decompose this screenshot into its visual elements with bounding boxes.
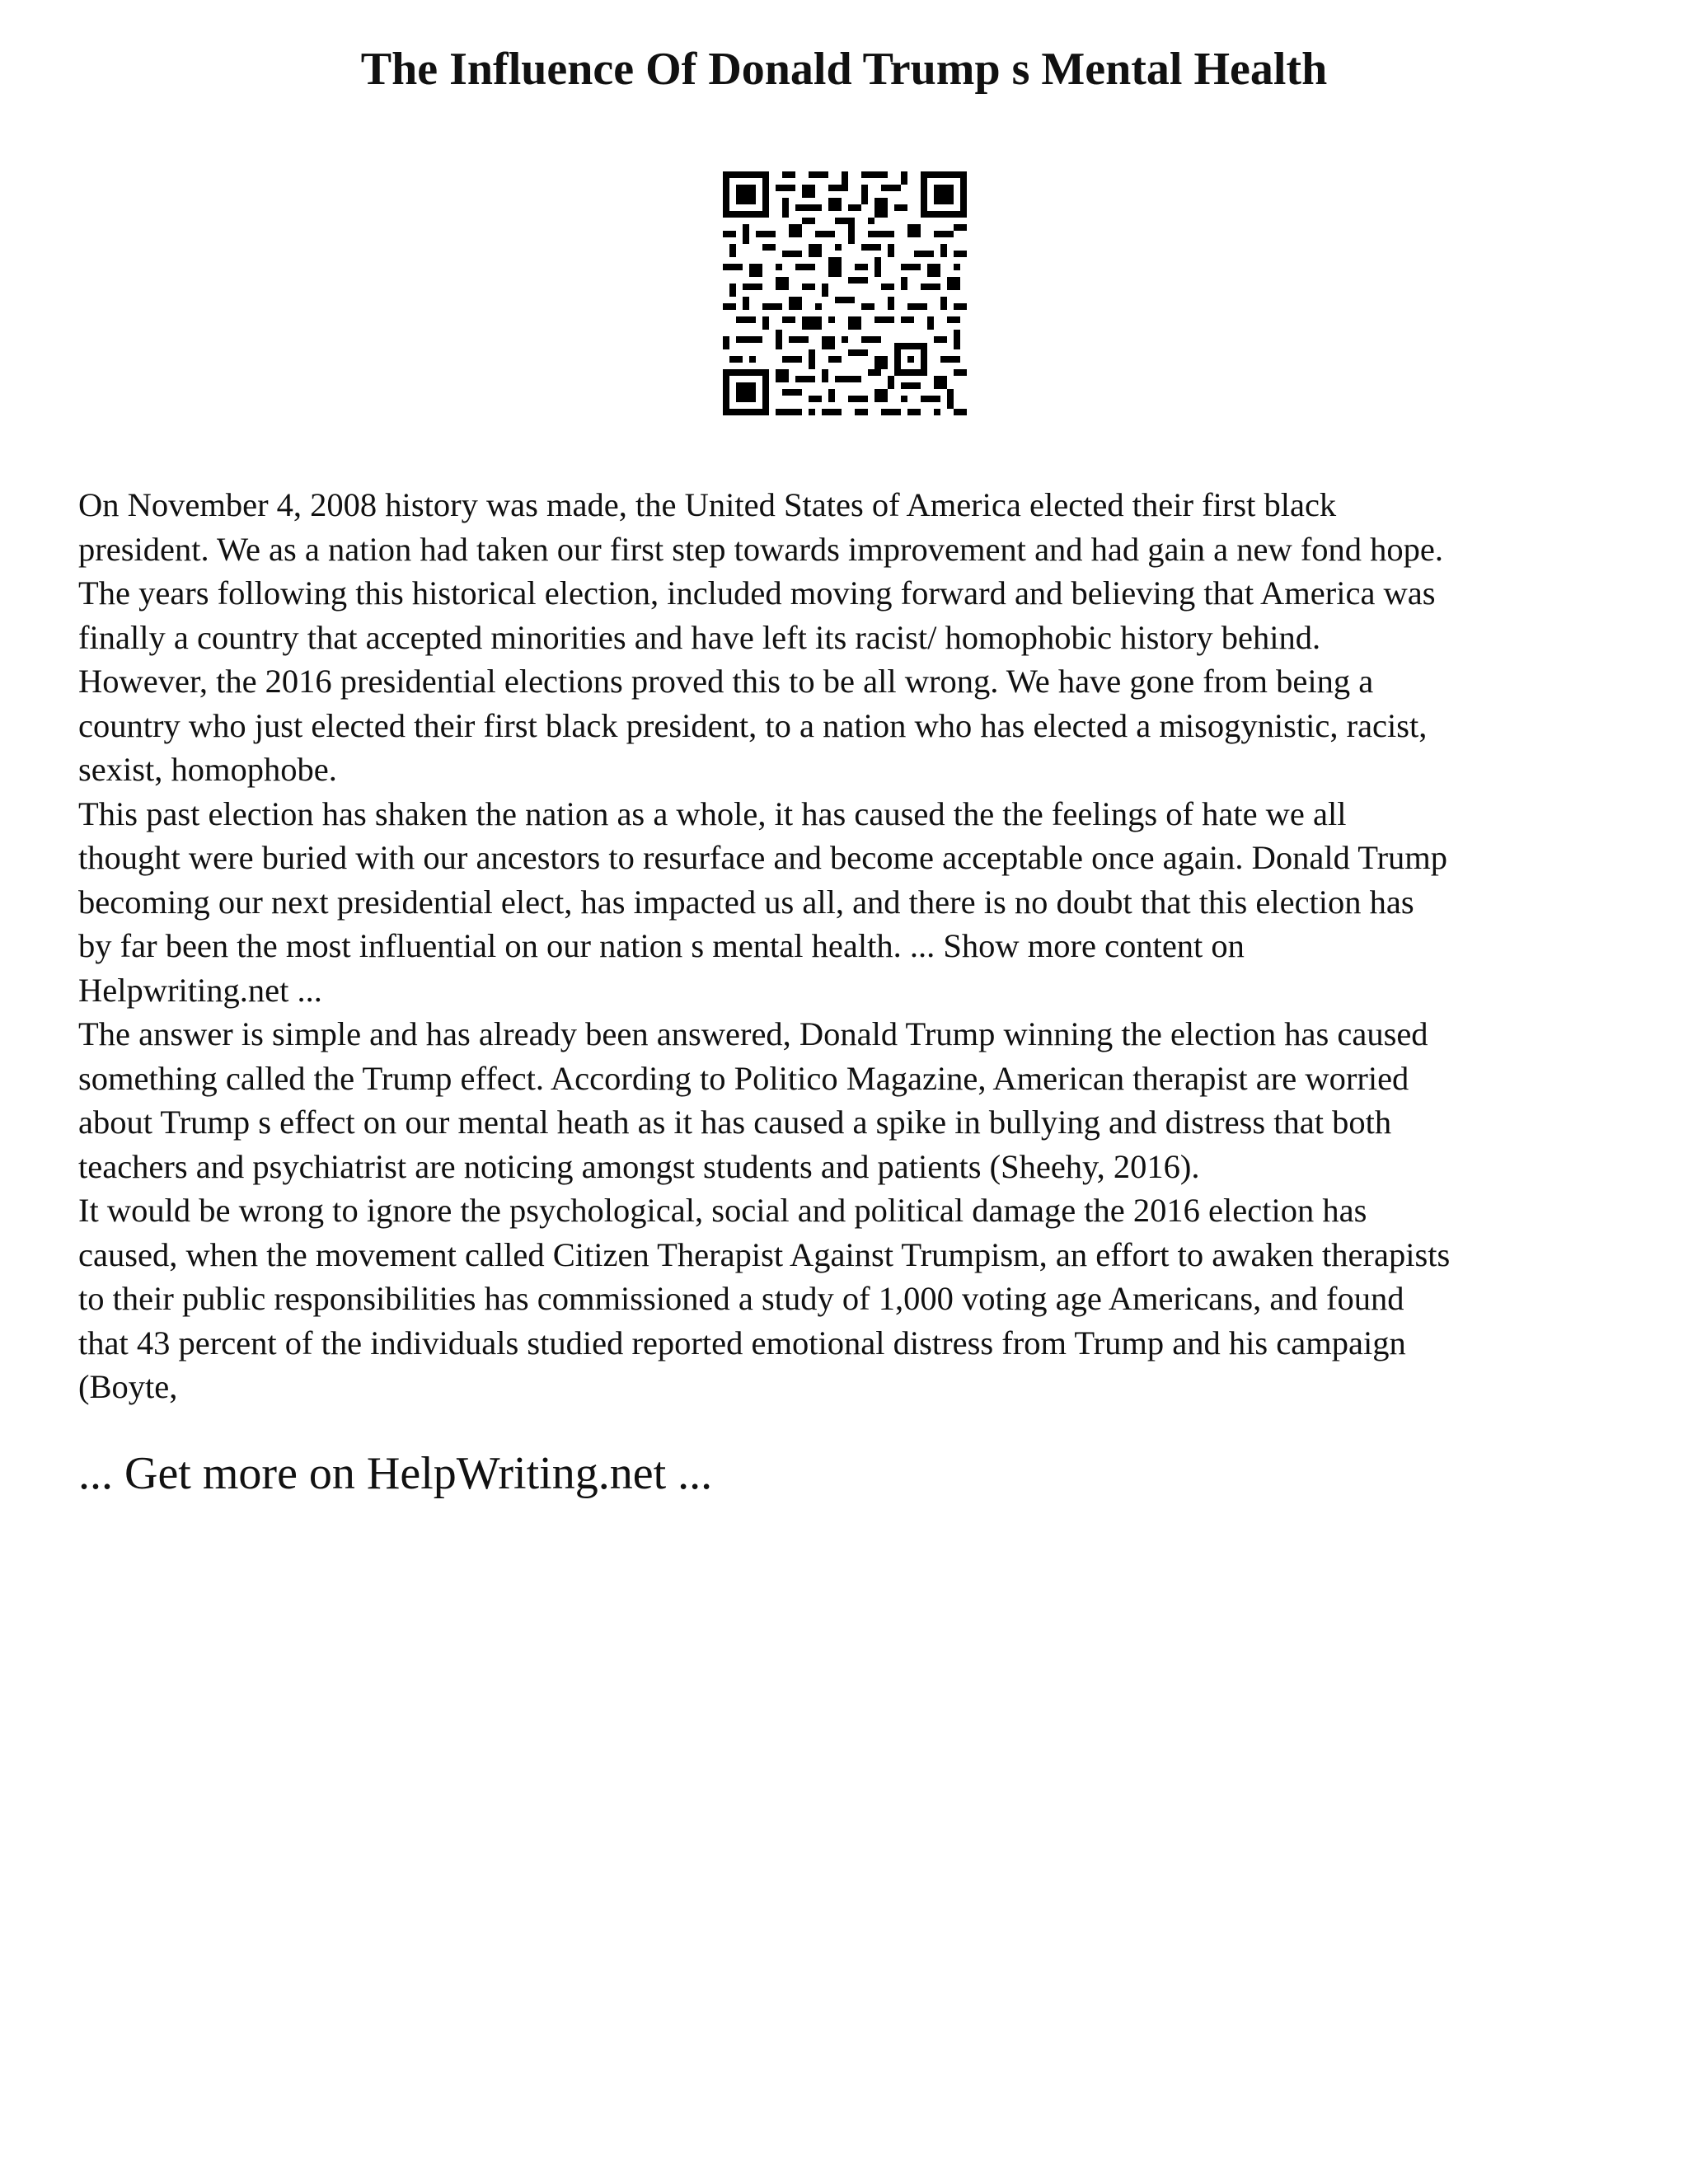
paragraph: On November 4, 2008 history was made, the United States of America elected their first black president. We as a nation had taken our first step towards improvement and had gain a new fond hope. The years following this historical election, included moving forward and believing that America was finally a country that accepted minorities and have left its racist/ homophobic history behind. However, the 2016 presidential elections proved this to be all wrong. We have gone from being a country who just elected their first black president, to a nation who has elected a misogynistic, racist, sexist, homophobe. — [78, 486, 1444, 788]
page-title: The Influence Of Donald Trump s Mental Health — [360, 44, 1328, 95]
paragraph: It would be wrong to ignore the psychological, social and political damage the 2016 election has caused, when the movement called Citizen Therapist Against Trumpism, an effort to awaken therapists to their public responsibilities has commissioned a study of 1,000 voting age Americans, and found that 43 percent of the individuals studied reported emotional distress from Trump and his campaign (Boyte, — [78, 1192, 1451, 1405]
article-body — [78, 483, 1636, 1409]
paragraph: The answer is simple and has already been answered, Donald Trump winning the election has caused something called the Trump effect. According to Politico Magazine, American therapist are worried about Trump s effect on our mental heath as it has caused a spike in bullying and distress that both teachers and psychiatrist are noticing amongst students and patients (Sheehy, 2016). — [78, 1015, 1428, 1185]
get-more-link[interactable]: ... Get more on HelpWriting.net ... — [78, 1448, 713, 1499]
qr-code-icon — [723, 171, 967, 415]
paragraph: This past election has shaken the nation as a whole, it has caused the the feelings of hate we all thought were buried with our ancestors to resurface and become acceptable once again. Donald Trump becoming our next presidential elect, has impacted us all, and there is no doubt that this election has by far been the most influential on our nation s mental health. ... Show more content on Helpwriting.net ... — [78, 794, 1448, 1009]
